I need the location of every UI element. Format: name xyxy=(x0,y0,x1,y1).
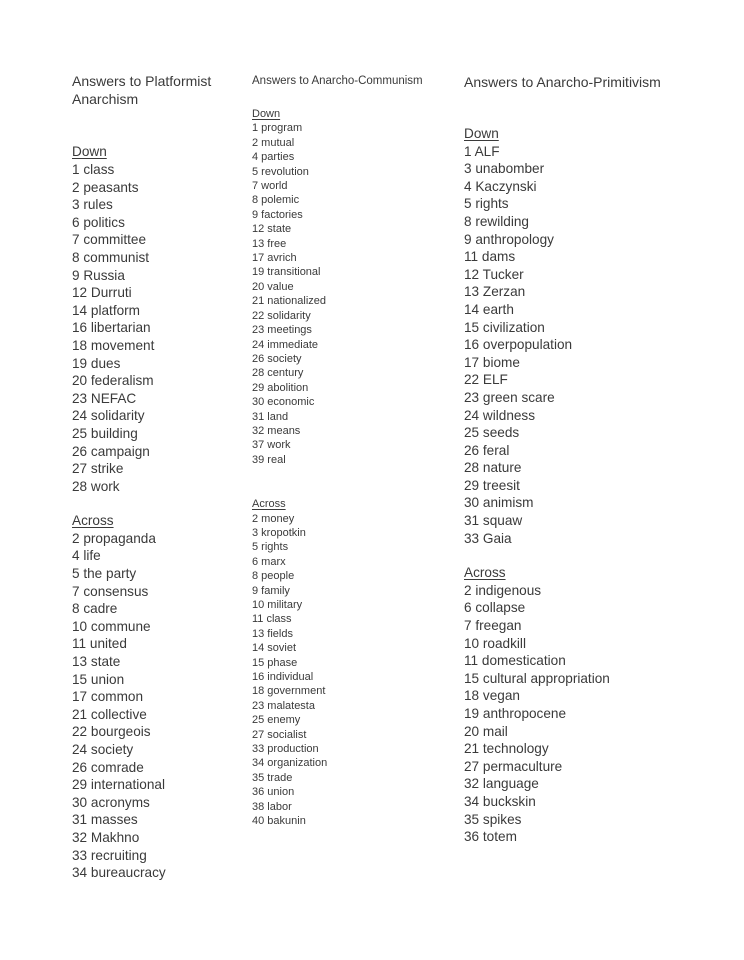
anarcho-primitivism-title: Answers to Anarcho-Primitivism xyxy=(464,74,661,90)
answer-item: 2 money xyxy=(252,512,295,525)
platformist-across-heading: Across xyxy=(72,513,114,529)
answer-item: 25 building xyxy=(72,425,138,441)
answer-item: 13 Zerzan xyxy=(464,284,526,300)
answer-item: 2 peasants xyxy=(72,179,139,195)
answer-item: 27 strike xyxy=(72,461,124,477)
answer-item: 35 spikes xyxy=(464,811,522,827)
answer-item: 28 century xyxy=(252,367,304,380)
answer-item: 1 program xyxy=(252,122,303,135)
answer-item: 40 bakunin xyxy=(252,815,306,828)
anarcho-communism-down-list xyxy=(252,121,442,467)
answer-item: 23 NEFAC xyxy=(72,390,137,406)
answer-item: 33 production xyxy=(252,743,319,756)
answer-item: 10 military xyxy=(252,599,303,611)
answer-item: 7 committee xyxy=(72,232,147,248)
answer-item: 24 immediate xyxy=(252,338,319,351)
anarcho-primitivism-down-list xyxy=(464,143,724,548)
answer-item: 2 mutual xyxy=(252,136,295,149)
answer-item: 5 the party xyxy=(72,566,137,582)
answer-item: 20 mail xyxy=(464,723,508,739)
answer-item: 37 work xyxy=(252,439,291,452)
anarcho-primitivism-down-section xyxy=(464,125,724,547)
answer-item: 32 language xyxy=(464,776,539,792)
answer-item: 7 world xyxy=(252,180,288,193)
answer-item: 33 Gaia xyxy=(464,530,512,546)
anarcho-communism-down-section xyxy=(252,107,442,467)
answer-item: 8 people xyxy=(252,570,295,583)
platformist-across-section xyxy=(72,512,232,881)
answer-item: 38 labor xyxy=(252,800,292,813)
answer-item: 8 cadre xyxy=(72,601,118,617)
answer-item: 4 parties xyxy=(252,151,295,164)
answer-item: 13 state xyxy=(72,654,121,670)
answer-item: 9 family xyxy=(252,584,290,597)
answer-item: 6 collapse xyxy=(464,600,526,616)
answer-item: 31 masses xyxy=(72,812,138,828)
answer-item: 11 united xyxy=(72,636,127,652)
answer-item: 26 comrade xyxy=(72,759,144,775)
answer-item: 31 squaw xyxy=(464,513,523,529)
platformist-down-list xyxy=(72,161,232,495)
answer-item: 4 life xyxy=(72,548,101,564)
anarcho-communism-across-list xyxy=(252,512,442,829)
answer-item: 15 civilization xyxy=(464,319,545,335)
answer-item: 6 politics xyxy=(72,214,125,230)
answer-item: 14 earth xyxy=(464,301,514,317)
answer-item: 30 acronyms xyxy=(72,794,150,810)
answer-item: 30 economic xyxy=(252,396,315,409)
answer-item: 20 value xyxy=(252,280,294,293)
anarcho-primitivism-column xyxy=(464,72,724,846)
anarcho-communism-across-section xyxy=(252,497,442,828)
answer-item: 34 buckskin xyxy=(464,793,536,809)
answer-item: 15 cultural appropriation xyxy=(464,670,610,686)
answer-item: 7 freegan xyxy=(464,618,522,634)
anarcho-primitivism-down-heading: Down xyxy=(464,126,499,141)
answer-item: 36 totem xyxy=(464,829,517,845)
answer-item: 31 land xyxy=(252,410,289,423)
answer-item: 27 permaculture xyxy=(464,758,563,774)
answer-item: 5 rights xyxy=(464,196,509,212)
answer-item: 36 union xyxy=(252,786,295,799)
answer-item: 9 Russia xyxy=(72,267,125,283)
answer-item: 26 feral xyxy=(464,442,510,458)
answer-item: 8 polemic xyxy=(252,194,300,207)
anarcho-primitivism-across-heading: Across xyxy=(464,565,506,581)
anarcho-primitivism-across-section xyxy=(464,564,724,846)
answer-item: 8 rewilding xyxy=(464,213,529,229)
answer-item: 16 libertarian xyxy=(72,320,151,336)
answer-item: 29 international xyxy=(72,777,165,793)
answer-item: 22 bourgeois xyxy=(72,724,151,740)
answer-item: 11 class xyxy=(252,613,292,626)
answer-item: 3 kropotkin xyxy=(252,526,306,539)
answer-item: 17 avrich xyxy=(252,252,297,265)
answer-item: 6 marx xyxy=(252,555,286,568)
answer-item: 21 nationalized xyxy=(252,295,327,308)
answer-item: 2 propaganda xyxy=(72,530,156,546)
answer-item: 9 anthropology xyxy=(464,231,554,247)
answer-item: 27 socialist xyxy=(252,728,307,741)
anarcho-communism-across-heading: Across xyxy=(252,498,286,511)
answer-item: 19 dues xyxy=(72,355,121,371)
answer-item: 16 overpopulation xyxy=(464,337,573,353)
answer-item: 2 indigenous xyxy=(464,582,542,598)
answer-item: 30 animism xyxy=(464,495,534,511)
answer-item: 21 technology xyxy=(464,741,549,757)
answer-item: 34 bureaucracy xyxy=(72,865,166,881)
answer-item: 8 communist xyxy=(72,249,150,265)
platformist-column xyxy=(72,72,232,882)
answer-item: 15 union xyxy=(72,671,125,687)
answer-item: 26 society xyxy=(252,352,302,365)
answer-item: 34 organization xyxy=(252,757,328,770)
answer-item: 18 government xyxy=(252,685,326,698)
answer-item: 5 revolution xyxy=(252,165,309,178)
answer-item: 3 rules xyxy=(72,197,113,213)
answer-item: 25 seeds xyxy=(464,425,520,441)
answer-item: 11 dams xyxy=(464,249,516,265)
answer-item: 17 common xyxy=(72,689,144,705)
answer-item: 19 transitional xyxy=(252,266,321,279)
answer-item: 29 treesit xyxy=(464,477,520,493)
answer-item: 13 free xyxy=(252,237,287,250)
answer-item: 20 federalism xyxy=(72,373,154,389)
answer-item: 18 movement xyxy=(72,337,155,353)
answer-item: 32 means xyxy=(252,424,301,437)
answer-item: 28 nature xyxy=(464,460,522,476)
answer-item: 10 roadkill xyxy=(464,635,526,651)
anarcho-communism-down-heading: Down xyxy=(252,108,281,120)
answer-item: 7 consensus xyxy=(72,583,149,599)
answer-item: 33 recruiting xyxy=(72,847,147,863)
answer-item: 14 platform xyxy=(72,302,141,318)
platformist-across-list xyxy=(72,530,232,882)
answer-item: 16 individual xyxy=(252,671,314,684)
answer-item: 11 domestication xyxy=(464,653,566,669)
answer-item: 35 trade xyxy=(252,771,293,784)
answer-item: 29 abolition xyxy=(252,381,309,394)
answer-item: 22 ELF xyxy=(464,372,508,388)
answer-item: 12 Durruti xyxy=(72,285,132,301)
answer-item: 39 real xyxy=(252,453,286,466)
platformist-title: Answers to Platformist Anarchism xyxy=(72,73,212,108)
answer-item: 28 work xyxy=(72,478,120,494)
answer-item: 22 solidarity xyxy=(252,309,311,322)
anarcho-primitivism-across-list xyxy=(464,582,724,846)
answer-item: 12 state xyxy=(252,223,292,236)
platformist-down-section xyxy=(72,143,232,495)
answer-item: 18 vegan xyxy=(464,688,520,704)
answer-item: 19 anthropocene xyxy=(464,706,567,721)
answer-item: 21 collective xyxy=(72,706,147,722)
anarcho-communism-column xyxy=(252,72,442,829)
answer-item: 25 enemy xyxy=(252,714,301,727)
answer-item: 32 Makhno xyxy=(72,829,140,845)
platformist-down-heading: Down xyxy=(72,144,107,160)
answer-item: 23 meetings xyxy=(252,324,312,337)
answer-item: 3 unabomber xyxy=(464,161,545,177)
answer-item: 23 malatesta xyxy=(252,699,315,712)
answer-item: 14 soviet xyxy=(252,642,297,655)
answer-item: 26 campaign xyxy=(72,443,150,459)
answer-item: 17 biome xyxy=(464,354,520,370)
answer-item: 5 rights xyxy=(252,541,289,554)
answer-item: 9 factories xyxy=(252,208,303,221)
answer-item: 1 class xyxy=(72,162,115,177)
answer-item: 10 commune xyxy=(72,618,151,634)
anarcho-communism-title: Answers to Anarcho-Communism xyxy=(252,75,423,87)
answer-item: 13 fields xyxy=(252,627,293,640)
answer-item: 15 phase xyxy=(252,656,298,669)
answer-item: 23 green scare xyxy=(464,389,555,405)
answer-item: 4 Kaczynski xyxy=(464,178,537,194)
answer-item: 24 solidarity xyxy=(72,408,145,424)
answer-item: 12 Tucker xyxy=(464,266,524,282)
answer-item: 24 wildness xyxy=(464,407,536,423)
answer-item: 24 society xyxy=(72,742,134,757)
answer-item: 1 ALF xyxy=(464,143,500,159)
